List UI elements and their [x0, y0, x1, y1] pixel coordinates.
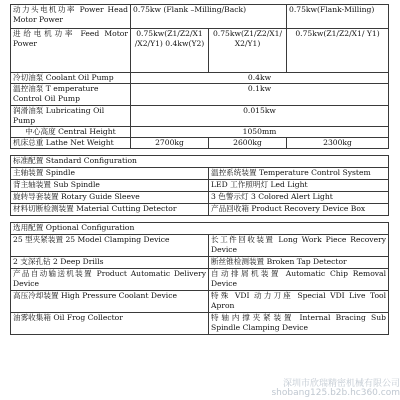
- spec-table: [10, 4, 389, 149]
- config-item: 长工件回收装置 Long Work Piece Recovery Device: [209, 235, 389, 257]
- config-item: 产品回收箱 Product Recovery Device Box: [209, 204, 389, 216]
- watermark-url: shobang125.b2b.hc360.com: [271, 388, 400, 398]
- config-row: [11, 235, 389, 257]
- spec-row-power-head: [11, 5, 389, 29]
- spec-label: 冷切油泵 Coolant Oil Pump: [11, 73, 131, 84]
- spec-value: 0.75kw(Z1/Z2/X1/ X2/Y1): [209, 29, 287, 73]
- spec-document: [10, 4, 388, 335]
- spec-row-temp-pump: [11, 84, 389, 106]
- watermark-company: 深圳市欣瑞精密机械有限公司: [282, 379, 400, 389]
- spec-value: 0.75kw(Flank-Milling): [287, 5, 389, 29]
- config-row: [11, 291, 389, 313]
- spec-row-lube: [11, 106, 389, 127]
- config-item: 材料切断检测装置 Material Cutting Detector: [11, 204, 209, 216]
- section-title: 标准配置 Standard Configuration: [11, 156, 389, 168]
- spec-label: 动力头电机功率 Power Head Motor Power: [11, 5, 131, 29]
- config-item: 2 支深孔钻 2 Deep Drills: [11, 257, 209, 269]
- spec-label: 机床总重 Lathe Net Weight: [11, 138, 131, 149]
- config-row: [11, 313, 389, 335]
- spec-value: 2600kg: [209, 138, 287, 149]
- section-title: 选用配置 Optional Configuration: [11, 223, 389, 235]
- spec-row-coolant: [11, 73, 389, 84]
- config-row: [11, 204, 389, 216]
- spec-value: 2700kg: [131, 138, 209, 149]
- config-item: 高压冷却装置 High Pressure Coolant Device: [11, 291, 209, 313]
- spec-label: 进给电机功率 Feed Motor Power: [11, 29, 131, 73]
- standard-config-header: [11, 156, 389, 168]
- spec-value: 0.4kw: [131, 73, 389, 84]
- config-item: 3 色警示灯 3 Colored Alert Light: [209, 192, 389, 204]
- spec-row-feed-motor: [11, 29, 389, 73]
- config-item: 25 型夹紧装置 25 Model Clamping Device: [11, 235, 209, 257]
- spec-label: 中心高度 Central Height: [11, 127, 131, 138]
- spec-value: 0.75kw(Z1/Z2/X1 /X2/Y1) 0.4kw(Y2): [131, 29, 209, 73]
- spec-value: 0.1kw: [131, 84, 389, 106]
- spec-value: 2300kg: [287, 138, 389, 149]
- watermark: [258, 380, 400, 400]
- spec-value: 0.75kw(Z1/Z2/X1/ Y1): [287, 29, 389, 73]
- config-item: 温控系统装置 Temperature Control System: [209, 168, 389, 180]
- config-row: [11, 257, 389, 269]
- spec-row-weight: [11, 138, 389, 149]
- standard-config-table: [10, 155, 389, 216]
- spec-row-center: [11, 127, 389, 138]
- config-row: [11, 269, 389, 291]
- config-item: 旋转导套装置 Rotary Guide Sleeve: [11, 192, 209, 204]
- spec-value: 0.015kw: [131, 106, 389, 127]
- config-item: 背主轴装置 Sub Spindle: [11, 180, 209, 192]
- config-item: 自动排屑机装置 Automatic Chip Removal Device: [209, 269, 389, 291]
- config-item: LED 工作照明灯 Led Light: [209, 180, 389, 192]
- config-row: [11, 180, 389, 192]
- config-row: [11, 192, 389, 204]
- config-item: 断丝锥检测装置 Broken Tap Detector: [209, 257, 389, 269]
- spec-label: 润滑油泵 Lubricating Oil Pump: [11, 106, 131, 127]
- optional-config-header: [11, 223, 389, 235]
- spec-value: 1050mm: [131, 127, 389, 138]
- config-item: 特殊 VDI 动力刀座 Special VDI Live Tool Apron: [209, 291, 389, 313]
- config-row: [11, 168, 389, 180]
- config-item: 主轴装置 Spindle: [11, 168, 209, 180]
- config-item: 产品自动输送机装置 Product Automatic Delivery Device: [11, 269, 209, 291]
- spec-value: 0.75kw (Flank –Milling/Back): [131, 5, 287, 29]
- optional-config-table: [10, 222, 389, 335]
- spec-label: 温控油泵 T emperature Control Oil Pump: [11, 84, 131, 106]
- config-item: 特轴内撑夹紧装置 Internal Bracing Sub Spindle Clamping Device: [209, 313, 389, 335]
- config-item: 油雾收集箱 Oil Frog Collector: [11, 313, 209, 335]
